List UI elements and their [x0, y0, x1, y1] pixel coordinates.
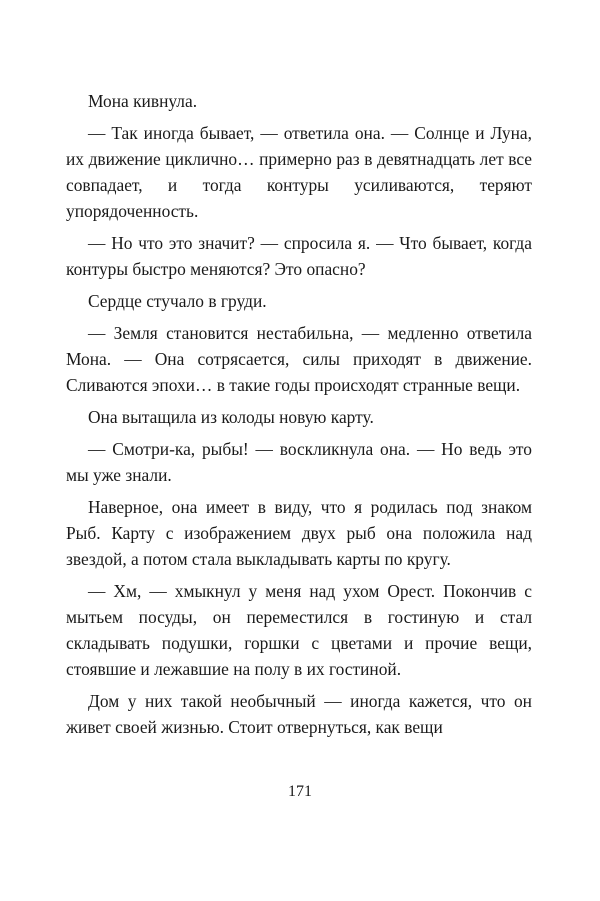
paragraph-9: — Хм, — хмыкнул у меня над ухом Орест. Покончив с мытьем посуды, он переместился в гостиную и стал складывать подушки, горшки с цветами и прочие вещи, стоявшие и лежавшие на полу в их гостиной.	[66, 581, 532, 679]
paragraph-7: — Смотри-ка, рыбы! — воскликнула она. — Но ведь это мы уже знали.	[66, 439, 532, 485]
paragraph-4: Сердце стучало в груди.	[88, 291, 267, 311]
paragraph-8: Наверное, она имеет в виду, что я родилась под знаком Рыб. Карту с изображением двух рыб она положила над звездой, а потом стала выкладывать карты по кругу.	[66, 497, 532, 569]
paragraph-6: Она вытащила из колоды новую карту.	[88, 407, 374, 427]
page-number: 171	[288, 783, 312, 800]
paragraph-5: — Земля становится нестабильна, — медленно ответила Мона. — Она сотрясается, силы приходят в движение. Сливаются эпохи… в такие годы происходят странные вещи.	[66, 323, 532, 395]
paragraph-2: — Так иногда бывает, — ответила она. — Солнце и Луна, их движение циклично… примерно раз в девятнадцать лет все совпадает, и тогда контуры усиливаются, теряют упорядоченность.	[66, 123, 532, 221]
paragraph-3: — Но что это значит? — спросила я. — Что бывает, когда контуры быстро меняются? Это опасно?	[66, 233, 532, 279]
paragraph-1: Мона кивнула.	[88, 91, 198, 111]
body-text	[66, 88, 532, 746]
paragraph-10: Дом у них такой необычный — иногда кажется, что он живет своей жизнью. Стоит отвернуться, как вещи	[66, 691, 532, 737]
